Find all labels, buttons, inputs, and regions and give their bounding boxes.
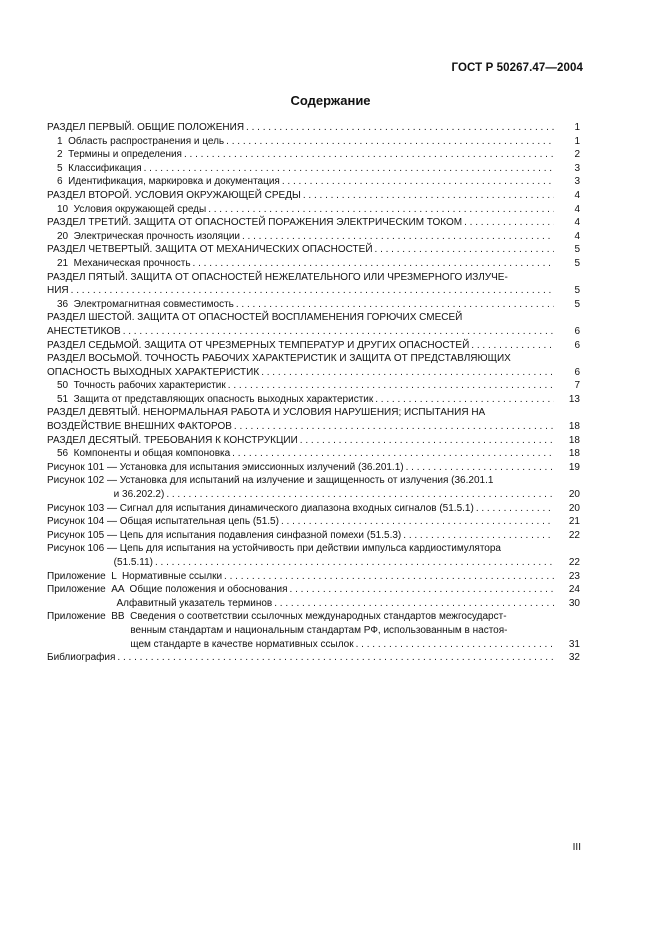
toc-entry-page: 31	[568, 638, 580, 650]
toc-entry[interactable]	[47, 148, 580, 162]
toc-entry-label: 20 Электрическая прочность изоляции	[57, 230, 240, 242]
toc-entry[interactable]	[47, 271, 580, 298]
dot-leader	[226, 135, 554, 149]
toc-entry-label: РАЗДЕЛ СЕДЬМОЙ. ЗАЩИТА ОТ ЧРЕЗМЕРНЫХ ТЕМПЕРАТУР И ДРУГИХ ОПАСНОСТЕЙ	[47, 339, 470, 351]
toc-entry-label: 50 Точность рабочих характеристик	[57, 380, 226, 392]
toc-entry[interactable]	[47, 243, 580, 257]
toc-entry-label: Рисунок 103 — Сигнал для испытания динамического диапазона входных сигналов (51.5.1)	[47, 502, 474, 514]
toc-entry-row	[47, 393, 580, 407]
toc-entry-page: 6	[574, 366, 580, 378]
toc-entry[interactable]	[47, 121, 580, 135]
toc-entry-label: 21 Механическая прочность	[57, 257, 191, 269]
toc-entry-page: 20	[568, 489, 580, 501]
toc-entry-row	[47, 148, 580, 162]
document-code: ГОСТ Р 50267.47—2004	[451, 62, 583, 74]
toc-entry[interactable]	[47, 203, 580, 217]
toc-entry[interactable]	[47, 298, 580, 312]
dot-leader	[282, 175, 554, 189]
toc-entry-row	[47, 488, 580, 502]
dot-leader	[375, 243, 554, 257]
page-title: Содержание	[290, 93, 371, 108]
dot-leader	[71, 284, 554, 298]
toc-entry-line: Рисунок 106 — Цепь для испытания на устойчивость при действии импульса кардиостимулятора	[47, 543, 501, 555]
toc-entry-label: ОПАСНОСТЬ ВЫХОДНЫХ ХАРАКТЕРИСТИК	[47, 366, 260, 378]
toc-entry-line: Рисунок 102 — Установка для испытаний на излучение и защищенность от излучения (36.201.1	[47, 475, 494, 487]
toc-entry[interactable]	[47, 447, 580, 461]
dot-leader	[234, 420, 554, 434]
dot-leader	[208, 203, 554, 217]
dot-leader	[274, 597, 554, 611]
toc-entry[interactable]	[47, 474, 580, 501]
toc-entry[interactable]	[47, 502, 580, 516]
toc-entry-line: РАЗДЕЛ ДЕВЯТЫЙ. НЕНОРМАЛЬНАЯ РАБОТА И УСЛОВИЯ НАРУШЕНИЯ; ИСПЫТАНИЯ НА	[47, 407, 486, 419]
dot-leader	[464, 216, 554, 230]
toc-entry-label: РАЗДЕЛ ДЕСЯТЫЙ. ТРЕБОВАНИЯ К КОНСТРУКЦИИ	[47, 434, 298, 446]
dot-leader	[228, 379, 554, 393]
toc-entry-row	[47, 230, 580, 244]
toc-entry[interactable]	[47, 583, 580, 597]
toc-entry[interactable]	[47, 175, 580, 189]
toc-entry-page: 22	[568, 557, 580, 568]
toc-entry-row	[47, 339, 580, 353]
toc-entry-page: 4	[574, 230, 580, 242]
toc-entry-page: 1	[574, 135, 580, 147]
dot-leader	[356, 638, 554, 652]
toc-entry-page: 18	[568, 448, 580, 460]
dot-leader	[184, 148, 554, 162]
toc-entry-row	[47, 243, 580, 257]
dot-leader	[193, 257, 554, 271]
toc-entry-label: и 36.202.2)	[47, 489, 165, 501]
toc-entry-page: 20	[568, 502, 580, 514]
toc-entry-page: 4	[574, 217, 580, 229]
dot-leader	[261, 366, 554, 380]
toc-entry-page: 4	[574, 189, 580, 201]
dot-leader	[303, 189, 554, 203]
toc-entry-row	[47, 638, 580, 652]
toc-entry-line: РАЗДЕЛ ПЯТЫЙ. ЗАЩИТА ОТ ОПАСНОСТЕЙ НЕЖЕЛАТЕЛЬНОГО ИЛИ ЧРЕЗМЕРНОГО ИЗЛУЧЕ-	[47, 271, 508, 283]
toc-entry-row	[47, 257, 580, 271]
toc-entry-line: венным стандартам и национальным стандартам РФ, использованным в настоя-	[47, 624, 508, 636]
toc-entry[interactable]	[47, 393, 580, 407]
dot-leader	[117, 651, 554, 665]
dot-leader	[232, 447, 554, 461]
toc-entry[interactable]	[47, 339, 580, 353]
toc-entry[interactable]	[47, 189, 580, 203]
toc-entry-label: АНЕСТЕТИКОВ	[47, 325, 121, 337]
dot-leader	[300, 434, 554, 448]
toc-entry[interactable]	[47, 515, 580, 529]
toc-entry-page: 13	[568, 393, 580, 405]
toc-entry-row	[47, 570, 580, 584]
toc-entry-label: Приложение L Нормативные ссылки	[47, 570, 223, 582]
toc-entry-page: 22	[568, 529, 580, 541]
toc-entry[interactable]	[47, 352, 580, 379]
table-of-contents	[47, 121, 580, 665]
toc-entry-row	[47, 556, 580, 570]
toc-entry-row	[47, 583, 580, 597]
toc-entry-line: РАЗДЕЛ ВОСЬМОЙ. ТОЧНОСТЬ РАБОЧИХ ХАРАКТЕРИСТИК И ЗАЩИТА ОТ ПРЕДСТАВЛЯЮЩИХ	[47, 353, 511, 365]
toc-entry-label: щем стандарте в качестве нормативных ссылок	[47, 638, 354, 650]
toc-entry-row	[47, 325, 580, 339]
toc-entry-label: Библиография	[47, 652, 116, 664]
page-number: III	[572, 842, 581, 853]
toc-entry[interactable]	[47, 597, 580, 611]
toc-entry-row	[47, 420, 580, 434]
toc-entry-label: 56 Компоненты и общая компоновка	[57, 448, 231, 460]
toc-entry-row	[47, 379, 580, 393]
toc-entry[interactable]	[47, 406, 580, 433]
toc-entry-label: (51.5.11)	[47, 557, 153, 568]
toc-entry-label: 1 Область распространения и цель	[57, 135, 225, 147]
toc-entry-label: Рисунок 104 — Общая испытательная цепь (51.5)	[47, 516, 279, 528]
toc-entry-row	[47, 529, 580, 543]
toc-entry-page: 19	[568, 461, 580, 473]
toc-entry-row	[47, 203, 580, 217]
toc-entry-page: 2	[574, 149, 580, 161]
toc-entry-row	[47, 651, 580, 665]
dot-leader	[155, 556, 554, 570]
toc-entry[interactable]	[47, 651, 580, 665]
toc-entry[interactable]	[47, 216, 580, 230]
dot-leader	[246, 121, 554, 135]
toc-entry-page: 24	[568, 584, 580, 596]
dot-leader	[224, 570, 554, 584]
toc-entry-page: 7	[574, 380, 580, 392]
toc-entry-page: 23	[568, 570, 580, 582]
toc-entry-label: РАЗДЕЛ ТРЕТИЙ. ЗАЩИТА ОТ ОПАСНОСТЕЙ ПОРАЖЕНИЯ ЭЛЕКТРИЧЕСКИМ ТОКОМ	[47, 217, 463, 229]
toc-entry-row	[47, 121, 580, 135]
toc-entry-row	[47, 461, 580, 475]
dot-leader	[236, 298, 554, 312]
toc-entry[interactable]	[47, 162, 580, 176]
toc-entry-label: РАЗДЕЛ ПЕРВЫЙ. ОБЩИЕ ПОЛОЖЕНИЯ	[47, 122, 245, 133]
toc-entry-row	[47, 366, 580, 380]
toc-entry-page: 18	[568, 434, 580, 446]
toc-entry[interactable]	[47, 434, 580, 448]
toc-entry[interactable]	[47, 570, 580, 584]
toc-entry-page: 5	[574, 257, 580, 269]
toc-entry-row	[47, 135, 580, 149]
toc-entry-label: Алфавитный указатель терминов	[47, 597, 273, 609]
dot-leader	[123, 325, 554, 339]
toc-entry[interactable]	[47, 135, 580, 149]
toc-entry-row	[47, 434, 580, 448]
toc-entry[interactable]	[47, 230, 580, 244]
toc-entry[interactable]	[47, 257, 580, 271]
toc-entry-label: РАЗДЕЛ ВТОРОЙ. УСЛОВИЯ ОКРУЖАЮЩЕЙ СРЕДЫ	[47, 189, 301, 201]
dot-leader	[144, 162, 554, 176]
toc-entry[interactable]	[47, 542, 580, 569]
toc-entry-label: 10 Условия окружающей среды	[57, 203, 207, 215]
toc-entry[interactable]	[47, 461, 580, 475]
toc-entry[interactable]	[47, 311, 580, 338]
toc-entry-page: 6	[574, 339, 580, 351]
toc-entry-line: РАЗДЕЛ ШЕСТОЙ. ЗАЩИТА ОТ ОПАСНОСТЕЙ ВОСПЛАМЕНЕНИЯ ГОРЮЧИХ СМЕСЕЙ	[47, 312, 463, 324]
toc-entry-label: Рисунок 105 — Цепь для испытания подавления синфазной помехи (51.5.3)	[47, 529, 402, 541]
toc-entry-page: 4	[574, 203, 580, 215]
toc-entry-page: 3	[574, 176, 580, 188]
toc-entry-label: 6 Идентификация, маркировка и документация	[57, 176, 280, 188]
toc-entry-label: НИЯ	[47, 285, 69, 297]
dot-leader	[290, 583, 554, 597]
toc-entry-label: ВОЗДЕЙСТВИЕ ВНЕШНИХ ФАКТОРОВ	[47, 421, 232, 433]
toc-entry-row	[47, 284, 580, 298]
toc-entry-page: 3	[574, 162, 580, 174]
toc-entry-page: 30	[568, 597, 580, 609]
toc-entry-page: 18	[568, 421, 580, 433]
toc-entry-row	[47, 189, 580, 203]
toc-entry-label: 36 Электромагнитная совместимость	[57, 298, 234, 310]
toc-entry-page: 5	[574, 244, 580, 256]
toc-entry-row	[47, 502, 580, 516]
toc-entry-label: Приложение AA Общие положения и обоснования	[47, 584, 288, 596]
dot-leader	[403, 529, 554, 543]
toc-entry-row	[47, 298, 580, 312]
toc-entry-row	[47, 597, 580, 611]
toc-entry-page: 5	[574, 285, 580, 297]
toc-entry[interactable]	[47, 529, 580, 543]
toc-entry-row	[47, 175, 580, 189]
toc-entry-label: 2 Термины и определения	[57, 149, 182, 161]
dot-leader	[476, 502, 554, 516]
dot-leader	[281, 515, 554, 529]
toc-entry-row	[47, 216, 580, 230]
toc-entry-line: Приложение BB Сведения о соответствии ссылочных международных стандартов межгосударст-	[47, 611, 507, 623]
toc-entry-row	[47, 162, 580, 176]
dot-leader	[166, 488, 554, 502]
toc-entry[interactable]	[47, 610, 580, 651]
toc-entry-page: 6	[574, 325, 580, 337]
toc-entry-page: 5	[574, 298, 580, 310]
dot-leader	[406, 461, 554, 475]
toc-entry-label: Рисунок 101 — Установка для испытания эмиссионных излучений (36.201.1)	[47, 461, 404, 473]
toc-entry[interactable]	[47, 379, 580, 393]
toc-entry-page: 32	[568, 652, 580, 664]
toc-entry-page: 1	[574, 122, 580, 133]
toc-entry-page: 21	[568, 516, 580, 528]
toc-entry-row	[47, 447, 580, 461]
toc-entry-label: 5 Классификация	[57, 162, 142, 174]
toc-entry-label: 51 Защита от представляющих опасность выходных характеристик	[57, 393, 374, 405]
dot-leader	[242, 230, 554, 244]
toc-entry-row	[47, 515, 580, 529]
dot-leader	[375, 393, 554, 407]
dot-leader	[471, 339, 554, 353]
toc-entry-label: РАЗДЕЛ ЧЕТВЕРТЫЙ. ЗАЩИТА ОТ МЕХАНИЧЕСКИХ ОПАСНОСТЕЙ	[47, 244, 373, 256]
